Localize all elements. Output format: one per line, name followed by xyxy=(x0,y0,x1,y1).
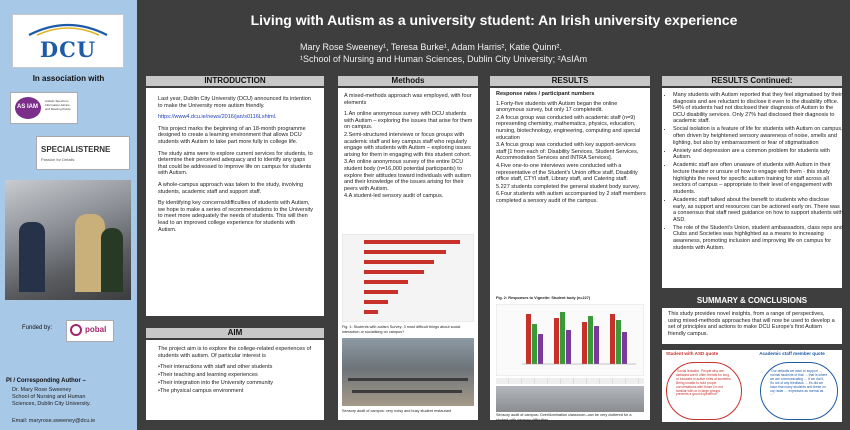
intro-paragraph: Last year, Dublin City University (DCU) announced its intention to make the University more autism friendly. xyxy=(158,96,311,109)
aim-panel xyxy=(146,340,324,420)
staff-quote-title: Academic staff member quote xyxy=(759,351,825,356)
results-photo-caption: Sensory audit of campus: Overillumination classroom–can be very cluttered for a student with sensory difficulties xyxy=(496,413,632,422)
chart-column xyxy=(526,314,531,364)
association-heading: In association with xyxy=(32,74,105,83)
specialisterne-logo xyxy=(36,136,130,170)
chart-column xyxy=(582,322,587,364)
chart-bar xyxy=(364,240,460,244)
results-continued-item: • Academic staff are often unaware of students with Autism in their lecture theatre or unsure of how to engage with them - this study highlights the need for specific autism training for staff across all sectors of campus – appropriate to their level of engagement with students. xyxy=(673,162,843,195)
specialisterne-logo-subtext: Passion for Details xyxy=(41,157,75,162)
results-figure-caption: Fig. 2: Responses to Vignette: Student body (n=227) xyxy=(496,296,591,300)
methods-item: 2.Semi-structured interviews or focus groups with academic staff and key campus staff who regularly engage with students with Autism – exploring issues arising for them in engaging with this student cohort. xyxy=(344,131,472,158)
chart-column xyxy=(560,312,565,364)
asiam-logo xyxy=(10,92,78,124)
photo-table xyxy=(348,378,468,381)
dcu-logo-text: DCU xyxy=(39,37,97,62)
asiam-logo-subtext: Autistic Spectrum Information Advice and Meeting Points xyxy=(45,99,71,111)
chart-bar xyxy=(364,280,408,284)
summary-heading: SUMMARY & CONCLUSIONS xyxy=(696,296,808,305)
methods-heading: Methods xyxy=(338,76,478,86)
specialisterne-logo-text: SPECIALISTERNE xyxy=(41,145,111,154)
intro-paragraph: The study aims were to explore current services for students, to determine their perceived adequacy and to identify any gaps that could be addressed to improve life on campus for students with Autism. xyxy=(158,150,313,177)
chart-bar xyxy=(364,290,398,294)
chart-column xyxy=(610,314,615,364)
results-subheading: Response rates / participant numbers xyxy=(496,91,595,97)
aim-item: •Their integration into the University community xyxy=(158,380,274,387)
students-photo xyxy=(5,180,131,300)
methods-panel xyxy=(338,88,478,420)
intro-link[interactable]: https://www4.dcu.ie/news/2016/jan/s0116Lshtml. xyxy=(158,114,277,121)
chart-bar xyxy=(364,310,378,314)
summary-panel xyxy=(662,308,842,344)
authors: Mary Rose Sweeney¹, Teresa Burke¹, Adam Harris², Katie Quinn². xyxy=(300,42,562,52)
results-continued-heading: RESULTS Continued: xyxy=(662,76,842,86)
chart-column xyxy=(532,324,537,364)
intro-paragraph: This project marks the beginning of an 18-month programme designed to create a learning environment that allows DCU students with Autism to take part more fully in college life. xyxy=(158,125,306,145)
chart-bar xyxy=(364,300,388,304)
contact-heading: PI / Corresponding Author – xyxy=(6,378,86,384)
photo-table xyxy=(352,390,462,393)
intro-paragraph: A whole-campus approach was taken to the study, involving students, academic staff and support staff. xyxy=(158,181,304,195)
methods-item: 3.An online anonymous survey of the entire DCU student body (n=16,000 potential participants) to explore their attitudes toward individuals with autism and their knowledge of the issues arising for their peers with Autism. xyxy=(344,159,471,192)
results-item: 6.Four students with autism accompanied by 2 staff members completed a sensory audit of the campus. xyxy=(496,191,646,204)
results-item: 2.A focus group was conducted with academic staff (n=9) representing chemistry, mathematics, physics, education, nursing, biotechnology, engineering, computing and special education xyxy=(496,114,641,141)
chart-bar xyxy=(364,260,434,264)
results-text xyxy=(496,91,646,206)
results-continued-list xyxy=(666,92,843,253)
intro-heading: INTRODUCTION xyxy=(146,76,324,86)
student-quote-bubble xyxy=(666,362,742,420)
student-quote-title: Student with ASD quote xyxy=(666,351,719,356)
contact-email[interactable]: Email: maryrose.sweeney@dcu.ie xyxy=(12,418,96,424)
aim-heading: AIM xyxy=(146,328,324,338)
methods-figure-caption: Fig. 1: Students with autism Survey: 3 most difficult things about social interaction or socialising on campus? xyxy=(342,325,461,334)
methods-intro: A mixed-methods approach was employed, with four elements xyxy=(344,93,472,106)
aim-item: •Their teaching and learning experiences xyxy=(158,372,258,379)
results-continued-item: • Social isolation is a feature of life for students with Autism on campus, often driven by heightened sensory awareness of noise, smells and lighting, but also by embarrassment or fear of stigmatisation xyxy=(673,126,843,146)
staff-quote-text: "Our defaults we want to support … normal students of that … that is where we are communicating … If we don't, it's not of any feedback … it's did we have that many students and these on our radar … expresses as normal as …" xyxy=(770,369,828,397)
chart-column xyxy=(588,316,593,364)
pobal-logo-text: pobal xyxy=(85,325,107,334)
aim-list xyxy=(158,364,316,395)
methods-text xyxy=(344,93,474,201)
student-quote-text: "Social isolation. People who are awkward aren't often friends for long or included in active roles of societies. Being unable to hold proper conversations with those I'm not familiar with or in large groups prevents a good experience" xyxy=(676,369,732,397)
aim-text xyxy=(158,346,316,397)
aim-item: •The physical campus environment xyxy=(158,388,244,395)
chart-background xyxy=(342,234,474,322)
results-item: 1.Forty-five students with Autism began the online anonymous survey, but only 17 completedit. xyxy=(496,100,618,114)
intro-text xyxy=(158,96,314,238)
classroom-photo xyxy=(496,386,644,412)
chart-data-table xyxy=(496,378,644,384)
quotes-panel xyxy=(662,350,842,422)
results-item: 4.Five one-to-one interviews were conducted with a representative of the Student's Union office staff, Disability office staff, CTYI staff, Library staff, and Catering staff. xyxy=(496,162,638,183)
funded-by-label: Funded by: xyxy=(22,325,53,331)
results-continued-item: • Academic staff talked about the benefit to students who disclose early, as support and resources can be actioned early on. There was a consensus that staff need guidance on how to support students with ASD. xyxy=(673,197,843,223)
poster-title: Living with Autism as a university student: An Irish university experience xyxy=(250,12,738,28)
chart-bar xyxy=(364,250,446,254)
staff-quote-bubble xyxy=(760,362,838,420)
results-continued-item: • Anxiety and depression are a common problem for students with Autism. xyxy=(673,148,843,161)
affiliations: ¹School of Nursing and Human Sciences, Dublin City University; ²AsIAm xyxy=(300,54,588,64)
results-continued-item: • The role of the Student's Union, student ambassadors, class reps and Clubs and Societies was highlighted as a means to increasing awareness, promoting inclusion and improving life on campus for students with Autism. xyxy=(673,225,843,251)
sidebar xyxy=(0,0,137,430)
intro-paragraph: By identifying key concerns/difficulties of students with Autism, we hope to make a series of recommendations to the University to meet more adequately the needs of students. This will then lead to an improved college experience for students with Autism. xyxy=(158,200,313,233)
student-figure xyxy=(101,228,123,292)
aim-intro: The project aim is to explore the college-related experiences of students with autism. Of particular interest is xyxy=(158,346,312,359)
results-column-chart xyxy=(496,304,644,376)
dcu-logo-swoosh-icon xyxy=(27,19,109,37)
contact-details: Dr. Mary Rose Sweeney School of Nursing and Human Sciences, Dublin City University. xyxy=(12,387,91,407)
chart-column xyxy=(566,330,571,364)
results-heading: RESULTS xyxy=(490,76,650,86)
chart-column xyxy=(594,326,599,364)
intro-panel xyxy=(146,88,324,316)
results-continued-item: • Many students with Autism reported that they feel stigmatised by their diagnosis and are reluctant to disclose it even to the disability office. 54% of students had not disclosed their diagnosis of Autism to the DCU disability services. Only 27% had disclosed their diagnosis to academic staff. xyxy=(673,92,843,125)
chart-column xyxy=(622,332,627,364)
chart-column xyxy=(616,320,621,364)
chart-column xyxy=(538,334,543,364)
asiam-logo-text: AS IAM xyxy=(17,104,38,110)
aim-item: •Their interactions with staff and other students xyxy=(158,364,273,371)
results-item: 5.227 students completed the general student body survey. xyxy=(496,183,640,190)
results-panel xyxy=(490,88,650,420)
methods-item: 4.A student-led sensory audit of campus. xyxy=(344,193,444,200)
chart-column xyxy=(554,318,559,364)
summary-text: This study provides novel insights, from a range of perspectives, using mixed-methods approaches that will now be used to develop a set of principles and actions to make DCU Europe's first Autism friendly campus. xyxy=(668,311,835,337)
results-continued-panel xyxy=(662,88,842,288)
methods-photo-caption: Sensory audit of campus: very noisy and busy student restaurant xyxy=(342,409,452,413)
methods-item: 1.An online anonymous survey with DCU students with Autism – exploring the issues that arise for them on campus. xyxy=(344,111,473,131)
pobal-logo xyxy=(66,320,114,342)
restaurant-photo xyxy=(342,338,474,406)
results-item: 3.A focus group was conducted with key support-services staff [1 from each of: Disability Services, Student Services, Accommodation Services and INTRA Services]. xyxy=(496,142,639,162)
dcu-logo xyxy=(12,14,124,68)
pobal-circle-icon xyxy=(70,324,82,336)
methods-bar-chart xyxy=(342,234,474,322)
student-figure xyxy=(19,222,45,292)
chart-bar xyxy=(364,270,424,274)
